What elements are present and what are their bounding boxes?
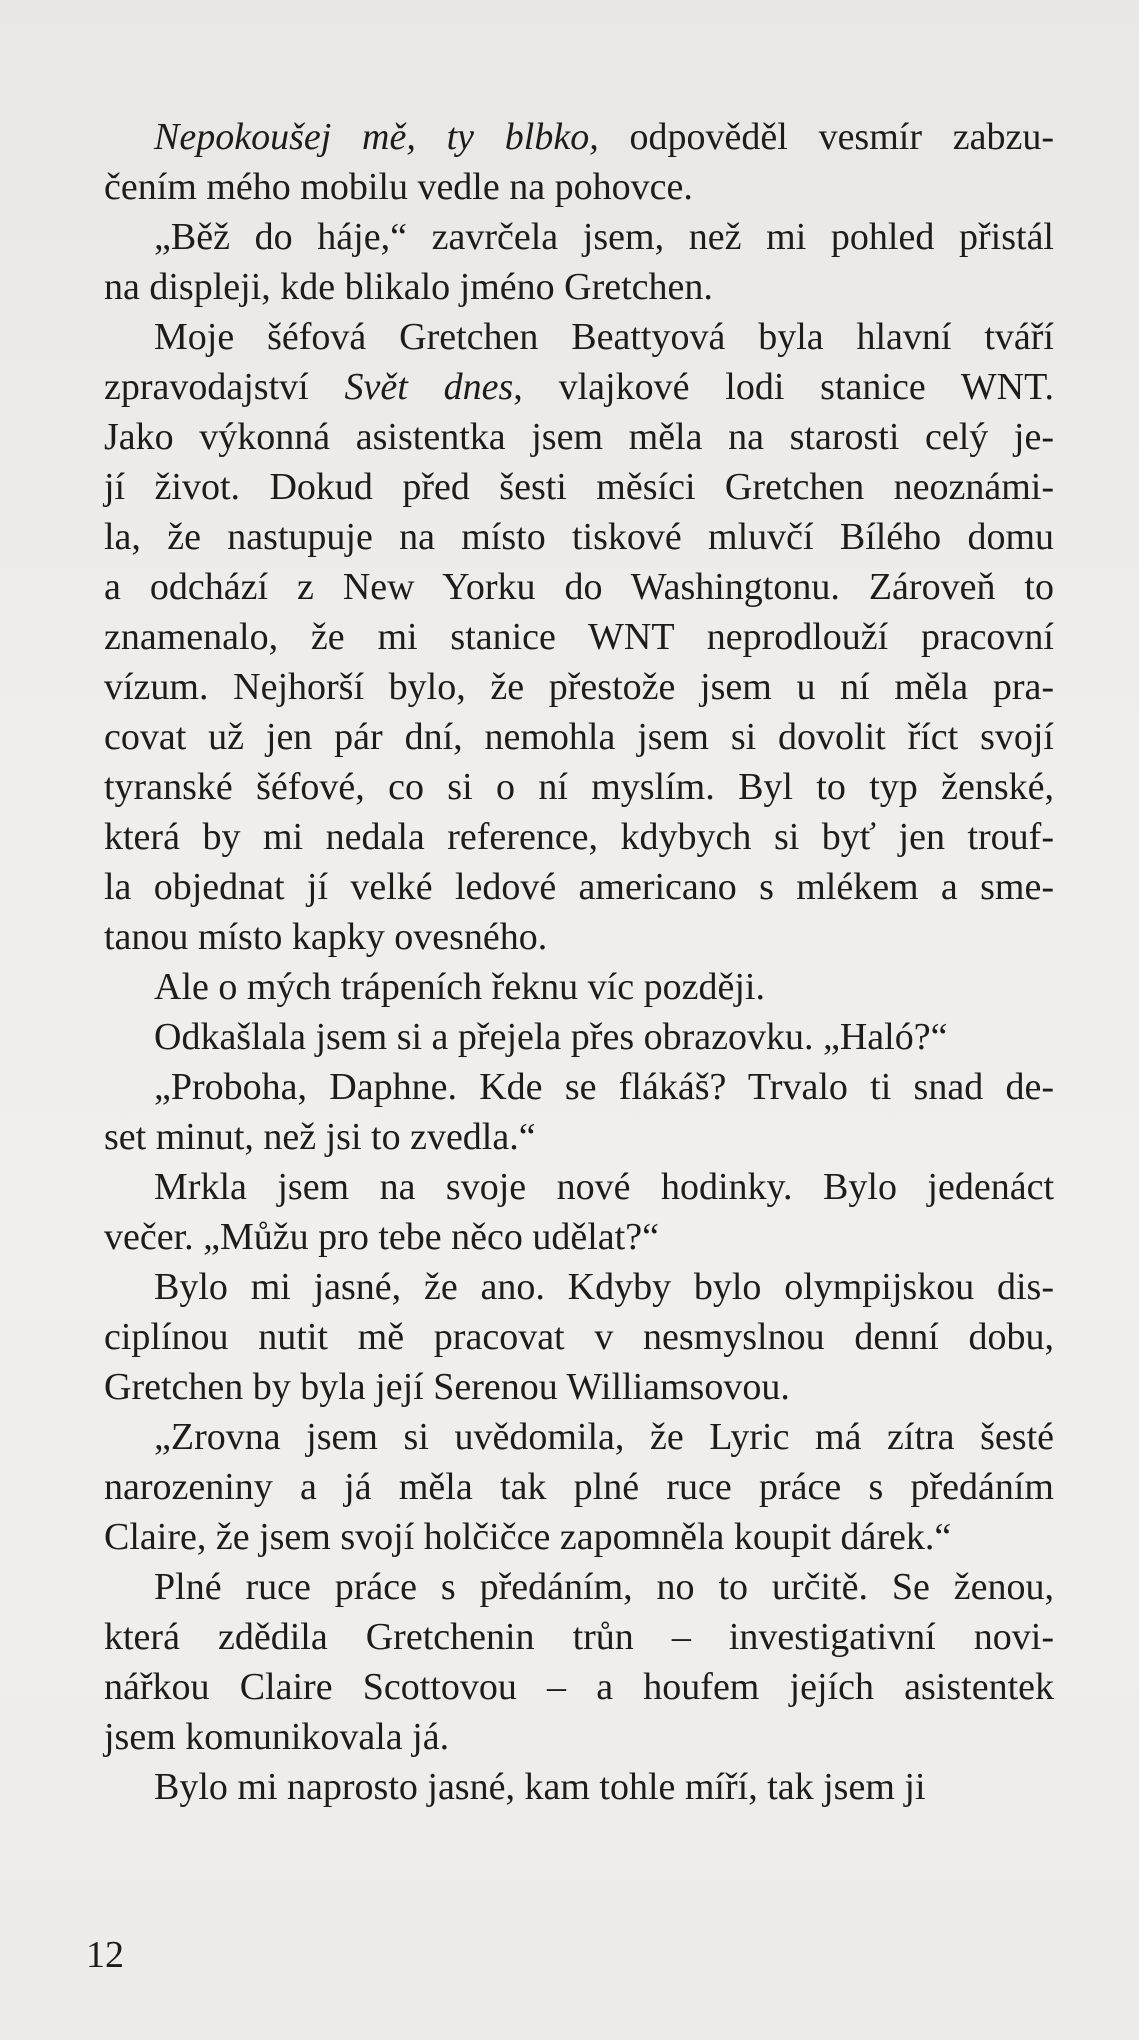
line-box [104,112,1054,162]
text-line: Mrkla jsem na svoje nové hodinky. Bylo jedenáct [154,1166,1054,1208]
text-line: Claire, že jsem svojí holčičce zapomněla koupit dárek.“ [104,1516,952,1558]
text-line: Jako výkonná asistentka jsem měla na starosti celý je- [104,416,1054,458]
line-box [104,1462,1054,1512]
line-box [104,1412,1054,1462]
line-box [104,512,1054,562]
paragraph [104,1062,1054,1162]
line-box [104,362,1054,412]
line-box [104,1362,1054,1412]
text-line: Odkašlala jsem si a přejela přes obrazovku. „Haló?“ [154,1016,948,1058]
page-number: 12 [86,1934,124,1976]
text-line: tanou místo kapky ovesného. [104,916,548,958]
text-line: tyranské šéfové, co si o ní myslím. Byl to typ ženské, [104,766,1054,808]
text-line: večer. „Můžu pro tebe něco udělat?“ [104,1216,659,1258]
paragraph [104,962,1054,1012]
text-line: Bylo mi jasné, že ano. Kdyby bylo olympijskou dis- [154,1266,1054,1308]
text-line: na displeji, kde blikalo jméno Gretchen. [104,266,713,308]
line-box [104,612,1054,662]
text-line: a odchází z New Yorku do Washingtonu. Zároveň to [104,566,1054,608]
text-line: čením mého mobilu vedle na pohovce. [104,166,693,208]
line-box [104,712,1054,762]
paragraph [104,1412,1054,1562]
paragraph [104,312,1054,962]
line-box [104,962,1054,1012]
line-box [104,562,1054,612]
line-box [104,312,1054,362]
text-line: covat už jen pár dní, nemohla jsem si dovolit říct svojí [104,716,1054,758]
text-line: znamenalo, že mi stanice WNT neprodlouží pracovní [104,616,1054,658]
text-line: Bylo mi naprosto jasné, kam tohle míří, tak jsem ji [154,1766,926,1808]
text-line: vízum. Nejhorší bylo, že přestože jsem u ní měla pra- [104,666,1054,708]
text-line: nářkou Claire Scottovou – a houfem jejích asistentek [104,1666,1054,1708]
paragraph [104,1562,1054,1762]
text-line: set minut, než jsi to zvedla.“ [104,1116,536,1158]
text-line: narozeniny a já měla tak plné ruce práce s předáním [104,1466,1054,1508]
line-box [104,262,1054,312]
text-line: zpravodajství Svět dnes, vlajkové lodi stanice WNT. [104,366,1055,408]
line-box [104,662,1054,712]
line-box [104,1012,1054,1062]
line-box [104,862,1054,912]
line-box [104,1662,1054,1712]
text-line: Plné ruce práce s předáním, no to určitě. Se ženou, [154,1566,1054,1608]
line-box [104,462,1054,512]
text-line: Nepokoušej mě, ty blbko, odpověděl vesmír zabzu- [154,116,1055,158]
text-line: „Proboha, Daphne. Kde se flákáš? Trvalo ti snad de- [154,1066,1054,1108]
paragraph [104,1762,1054,1812]
line-box [104,1312,1054,1362]
text-line: ciplínou nutit mě pracovat v nesmyslnou denní dobu, [104,1316,1054,1358]
body-text [104,112,1054,1812]
paragraph [104,1162,1054,1262]
line-box [104,1762,1054,1812]
text-line: jí život. Dokud před šesti měsíci Gretchen neoznámi- [104,466,1054,508]
paragraph [104,1012,1054,1062]
text-line: Moje šéfová Gretchen Beattyová byla hlavní tváří [154,316,1054,358]
line-box [104,1612,1054,1662]
text-line: „Běž do háje,“ zavrčela jsem, než mi pohled přistál [154,216,1054,258]
line-box [104,1212,1054,1262]
line-box [104,1562,1054,1612]
line-box [104,812,1054,862]
text-line: Gretchen by byla její Serenou Williamsovou. [104,1366,790,1408]
line-box [104,762,1054,812]
paragraph [104,1262,1054,1412]
text-line: „Zrovna jsem si uvědomila, že Lyric má zítra šesté [154,1416,1054,1458]
text-line: la objednat jí velké ledové americano s mlékem a sme- [104,866,1054,908]
paragraph [104,212,1054,312]
paragraph [104,112,1054,212]
text-line: la, že nastupuje na místo tiskové mluvčí Bílého domu [104,516,1054,558]
line-box [104,1162,1054,1212]
line-box [104,162,1054,212]
line-box [104,1512,1054,1562]
line-box [104,1112,1054,1162]
line-box [104,1062,1054,1112]
line-box [104,1712,1054,1762]
text-line: Ale o mých trápeních řeknu víc později. [154,966,765,1008]
line-box [104,912,1054,962]
line-box [104,1262,1054,1312]
text-line: která by mi nedala reference, kdybych si byť jen trouf- [104,816,1054,858]
text-line: která zdědila Gretchenin trůn – investigativní novi- [104,1616,1054,1658]
line-box [104,412,1054,462]
text-line: jsem komunikovala já. [104,1716,450,1758]
line-box [104,212,1054,262]
